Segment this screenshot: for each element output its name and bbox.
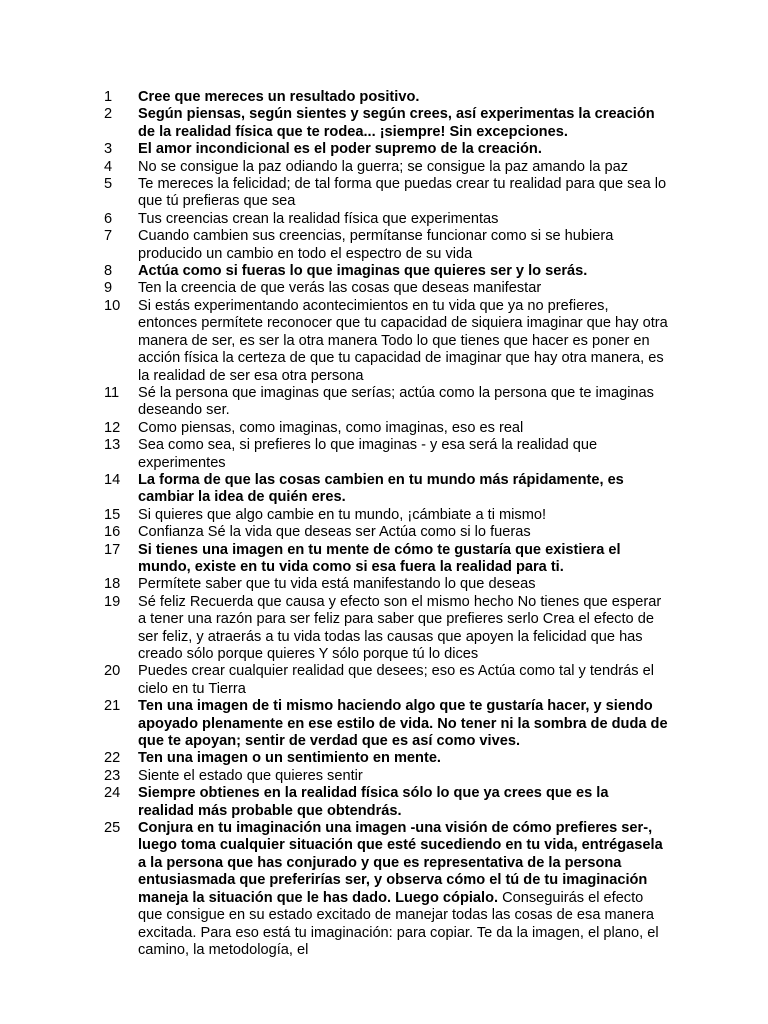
item-number: 6 xyxy=(104,210,113,227)
list-item xyxy=(104,211,768,228)
item-normal-text: No se consigue la paz odiando la guerra; se consigue la paz amando la paz xyxy=(138,158,629,175)
list-item xyxy=(104,768,768,785)
list-item xyxy=(104,106,768,141)
item-bold-text: Si tienes una imagen en tu mente de cómo te gustaría que existiera el mundo, existe en tu vida como si esa fuera la realidad para ti. xyxy=(138,541,621,575)
item-number: 10 xyxy=(104,297,121,314)
item-bold-text: Según piensas, según sientes y según crees, así experimentas la creación de la realidad física que te rodea... ¡siempre! Sin excepciones. xyxy=(138,106,655,140)
item-text xyxy=(138,576,668,593)
item-text xyxy=(138,437,668,472)
item-normal-text: Como piensas, como imaginas, como imaginas, eso es real xyxy=(138,419,524,436)
item-number: 23 xyxy=(104,767,121,784)
item-number: 22 xyxy=(104,750,121,767)
list-item xyxy=(104,820,768,959)
item-number: 20 xyxy=(104,663,121,680)
item-text xyxy=(138,750,668,767)
item-text xyxy=(138,106,668,141)
item-bold-text: Ten una imagen de ti mismo haciendo algo que te gustaría hacer, y siendo apoyado plenamente en ese estilo de vida. No tener ni la sombra de duda de que te apoyan; sentir de verdad que es así como vives. xyxy=(138,698,668,750)
list-item xyxy=(104,437,768,472)
item-normal-text: Si estás experimentando acontecimientos en tu vida que ya no prefieres, entonces permítete reconocer que tu capacidad de siquiera imaginar que hay otra manera de ser, es ser la otra manera Todo lo que tienes que hacer es poner en acción física la certeza de que tu capacidad de imaginar que hay otra manera, es la realidad de ser esa otra persona xyxy=(138,297,668,384)
item-bold-text: Conjura en tu imaginación una imagen -una visión de cómo prefieres ser-, luego toma cualquier situación que esté sucediendo en tu vida, entrégasela a la persona que has conjurado y que es representativa de la persona entusiasmada que preferirías ser, y observa cómo el tú de tu imaginación maneja la situación que le has dado. Luego cópialo. xyxy=(138,820,663,906)
item-number: 19 xyxy=(104,593,121,610)
item-number: 11 xyxy=(104,384,120,401)
item-number: 25 xyxy=(104,820,121,837)
list-item xyxy=(104,785,768,820)
item-text xyxy=(138,594,668,664)
item-number: 5 xyxy=(104,176,113,193)
item-number: 8 xyxy=(104,263,113,280)
item-text xyxy=(138,768,668,785)
list-item xyxy=(104,263,768,280)
item-text xyxy=(138,507,668,524)
item-text xyxy=(138,89,668,106)
item-bold-text: Cree que mereces un resultado positivo. xyxy=(138,89,420,105)
item-text xyxy=(138,211,668,228)
list-item xyxy=(104,472,768,507)
item-text xyxy=(138,698,668,750)
list-item xyxy=(104,298,768,385)
item-number: 24 xyxy=(104,785,121,802)
list-item xyxy=(104,420,768,437)
item-normal-text: Te mereces la felicidad; de tal forma que puedas crear tu realidad para que sea lo que tú prefieras que sea xyxy=(138,176,667,210)
list-item xyxy=(104,524,768,541)
item-text xyxy=(138,542,668,577)
item-text xyxy=(138,420,668,437)
list-item xyxy=(104,698,768,750)
item-text xyxy=(138,280,668,297)
item-normal-text: Conseguirás el efecto que consigue en su estado excitado de manejar todas las cosas de esa manera excitada. Para eso está tu imaginación: para copiar. Te da la imagen, el plano, el camino, la metodología, el xyxy=(138,889,659,958)
item-normal-text: Ten la creencia de que verás las cosas que deseas manifestar xyxy=(138,280,542,297)
list-item xyxy=(104,507,768,524)
item-normal-text: Siente el estado que quieres sentir xyxy=(138,767,363,784)
item-number: 4 xyxy=(104,158,113,175)
item-normal-text: Tus creencias crean la realidad física que experimentas xyxy=(138,210,499,227)
item-text xyxy=(138,263,668,280)
item-number: 17 xyxy=(104,541,121,558)
item-normal-text: Permítete saber que tu vida está manifestando lo que deseas xyxy=(138,576,536,593)
item-text xyxy=(138,141,668,158)
item-bold-text: Siempre obtienes en la realidad física sólo lo que ya crees que es la realidad más probable que obtendrás. xyxy=(138,785,609,819)
item-text xyxy=(138,472,668,507)
item-normal-text: Sé feliz Recuerda que causa y efecto son el mismo hecho No tienes que esperar a tener una razón para ser feliz para saber que prefieres serlo Crea el efecto de ser feliz, y atraerás a tu vida todas las causas que apoyen la felicidad que has creado sólo porque quieres Y sólo porque tú lo dices xyxy=(138,593,662,662)
item-number: 2 xyxy=(104,106,113,123)
item-normal-text: Puedes crear cualquier realidad que desees; eso es Actúa como tal y tendrás el cielo en tu Tierra xyxy=(138,663,654,697)
item-text xyxy=(138,228,668,263)
item-bold-text: Actúa como si fueras lo que imaginas que quieres ser y lo serás. xyxy=(138,263,588,280)
item-normal-text: Si quieres que algo cambie en tu mundo, ¡cámbiate a ti mismo! xyxy=(138,506,547,523)
item-number: 16 xyxy=(104,524,121,541)
list-item xyxy=(104,576,768,593)
item-number: 1 xyxy=(104,89,113,105)
list-item xyxy=(104,280,768,297)
item-number: 13 xyxy=(104,437,121,454)
item-text xyxy=(138,785,668,820)
item-text xyxy=(138,524,668,541)
item-text xyxy=(138,159,668,176)
list-item xyxy=(104,176,768,211)
item-number: 7 xyxy=(104,228,113,245)
item-number: 14 xyxy=(104,471,121,488)
item-bold-text: La forma de que las cosas cambien en tu mundo más rápidamente, es cambiar la idea de quién eres. xyxy=(138,471,624,506)
item-number: 21 xyxy=(104,698,121,715)
item-normal-text: Confianza Sé la vida que deseas ser Actúa como si lo fueras xyxy=(138,524,531,541)
item-bold-text: El amor incondicional es el poder supremo de la creación. xyxy=(138,141,542,158)
item-normal-text: Sea como sea, si prefieres lo que imaginas - y esa será la realidad que experimentes xyxy=(138,437,598,471)
item-text xyxy=(138,385,668,420)
list-item xyxy=(104,228,768,263)
item-text xyxy=(138,298,668,385)
item-number: 9 xyxy=(104,280,113,297)
item-number: 3 xyxy=(104,141,113,158)
list-item xyxy=(104,159,768,176)
item-text xyxy=(138,176,668,211)
list-item xyxy=(104,141,768,158)
list-item xyxy=(104,663,768,698)
item-text xyxy=(138,820,668,959)
item-normal-text: Sé la persona que imaginas que serías; actúa como la persona que te imaginas deseando ser. xyxy=(138,384,654,419)
list-item xyxy=(104,89,768,106)
item-number: 15 xyxy=(104,506,121,523)
item-bold-text: Ten una imagen o un sentimiento en mente. xyxy=(138,750,441,767)
list-item xyxy=(104,594,768,664)
list-item xyxy=(104,385,768,420)
item-text xyxy=(138,663,668,698)
list-item xyxy=(104,750,768,767)
list-item xyxy=(104,542,768,577)
item-normal-text: Cuando cambien sus creencias, permítanse funcionar como si se hubiera producido un cambio en todo el espectro de su vida xyxy=(138,228,614,262)
item-number: 18 xyxy=(104,576,121,593)
item-number: 12 xyxy=(104,419,121,436)
